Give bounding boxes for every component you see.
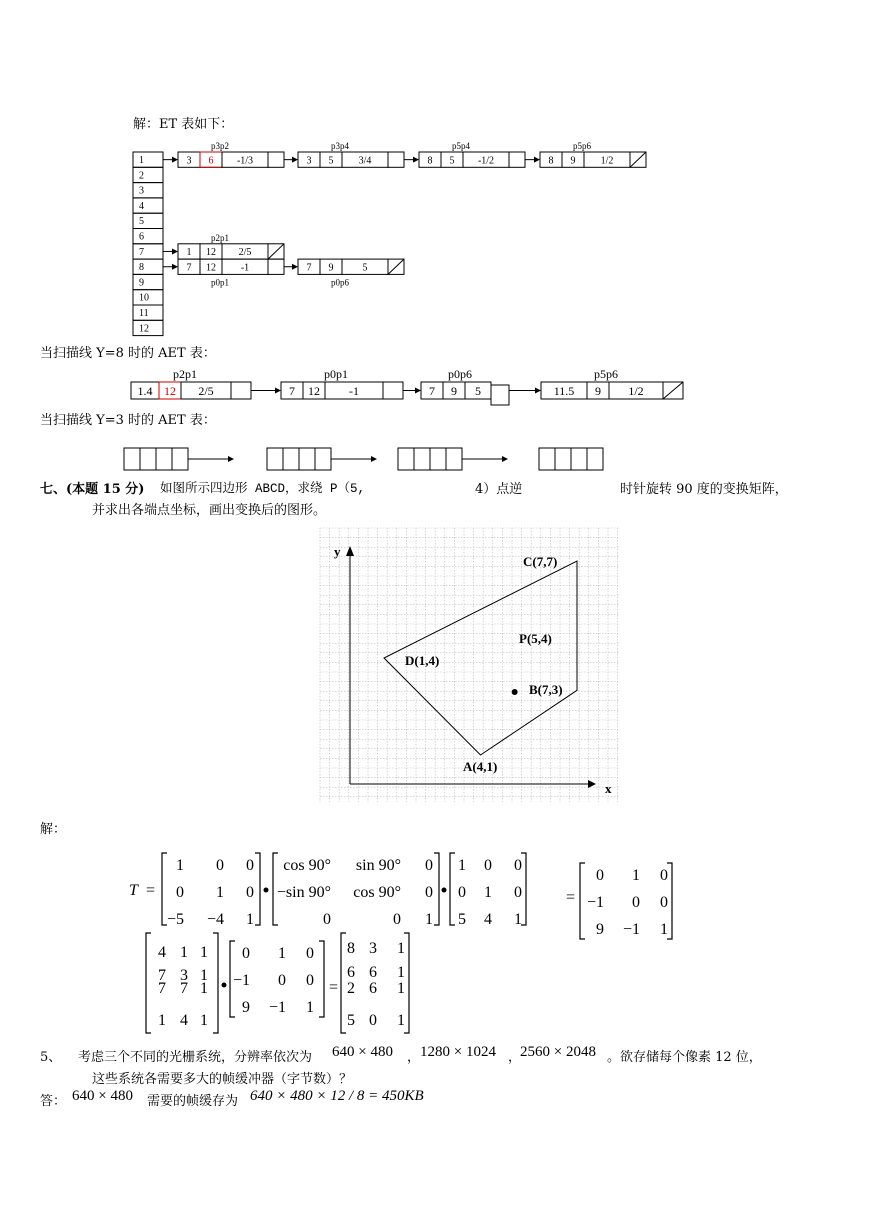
aet-pointer-cell (491, 385, 509, 405)
m3-cell: 0 (484, 857, 492, 874)
et-row-label: 8 (139, 262, 144, 274)
node-label: p2p1 (211, 232, 229, 243)
m2-cell: sin 90° (355, 857, 401, 874)
aet8-title: 当扫描线 Y=8 时的 AET 表： (40, 346, 216, 361)
m2-cell: 1 (425, 911, 433, 928)
result-cell: −1 (586, 894, 604, 911)
T-cell: 0 (306, 972, 314, 989)
out-cell: 8 (347, 940, 355, 957)
result-cell: 1 (632, 867, 640, 884)
out-cell: 1 (397, 1012, 405, 1029)
aet-cell-value: 7 (429, 384, 435, 398)
out-cell: 2 (347, 980, 355, 997)
aet-node-label: p2p1 (173, 367, 197, 381)
node-cell-value: 5 (362, 262, 368, 274)
q7-line1c: 时针旋转 90 度的变换矩阵， (620, 482, 788, 497)
aet-cell-value: 2/5 (198, 384, 214, 398)
y-axis-label: y (334, 544, 341, 559)
et-table-diagram (0, 0, 869, 340)
node-cell-value: 12 (206, 262, 216, 274)
m3-cell: 1 (458, 857, 466, 874)
et-row-label: 5 (139, 216, 144, 228)
m1-cell: 1 (216, 884, 224, 901)
et-row-label: 4 (139, 200, 144, 212)
aet-node-label: p5p6 (594, 367, 618, 381)
label-c: C(7,7) (523, 554, 558, 569)
aet-cell-value: 11.5 (553, 384, 575, 398)
T-cell: −1 (232, 972, 250, 989)
T-cell: 1 (306, 999, 314, 1016)
pointer-cell (268, 259, 284, 274)
label-p: P(5,4) (519, 631, 552, 646)
pts-cell: 1 (180, 944, 188, 961)
node-cell-value: 9 (328, 262, 334, 274)
t-symbol: T (129, 882, 138, 899)
m3-cell: 1 (484, 884, 492, 901)
q5-answer-mid: 需要的帧缓存为 (147, 1094, 239, 1109)
node-cell-value: -1/2 (477, 155, 495, 167)
T-cell: 9 (242, 999, 250, 1016)
aet3-empty-cell (587, 448, 603, 470)
dot-op-3 (222, 983, 227, 988)
aet3-title: 当扫描线 Y=3 时的 AET 表： (40, 413, 216, 428)
dot-op-1 (264, 888, 269, 893)
label-a: A(4,1) (463, 759, 498, 774)
et-row-label: 6 (139, 231, 144, 243)
node-cell-value: 8 (427, 155, 433, 167)
m2-cell: 0 (323, 911, 331, 928)
result-cell: 0 (596, 867, 604, 884)
pts-cell: 1 (158, 1012, 166, 1029)
dot-op-2 (442, 888, 447, 893)
q5-line2: 这些系统各需要多大的帧缓冲器（字节数）？ (92, 1072, 353, 1087)
T-cell: 0 (242, 945, 250, 962)
aet-cell-value: 1.4 (137, 384, 153, 398)
et-row-cell (133, 274, 163, 289)
aet3-empty-cell (267, 448, 283, 470)
m2-cell: −sin 90° (276, 884, 331, 901)
aet-cell-value: 12 (308, 384, 320, 398)
et-row-label: 7 (139, 246, 144, 258)
pts-cell: 4 (180, 1012, 188, 1029)
result-cell: 9 (596, 921, 604, 938)
null-pointer (630, 152, 646, 167)
et-row-cell (133, 183, 163, 198)
node-label: p0p1 (211, 277, 229, 288)
et-node-lists (163, 141, 646, 287)
pts-cell: 7 (158, 967, 166, 984)
out-cell: 6 (347, 964, 355, 981)
matrix-solution (0, 845, 869, 1045)
et-row-label: 10 (139, 292, 149, 304)
aet-cell-value: -1 (349, 384, 359, 398)
aet-node-label: p0p6 (448, 367, 472, 381)
et-row-label: 12 (139, 323, 149, 335)
et-row-column (133, 152, 163, 336)
q5-res3: 2560 × 2048 (520, 1044, 596, 1060)
m1-cell: −5 (166, 911, 184, 928)
aet3-empty-cell (299, 448, 315, 470)
out-cell: 1 (397, 980, 405, 997)
node-cell-value: 6 (208, 155, 214, 167)
node-cell-value: 9 (570, 155, 576, 167)
m3-cell: 0 (514, 884, 522, 901)
out-cell: 1 (397, 940, 405, 957)
pts-cell: 7 (158, 980, 166, 997)
aet3-diagram (0, 440, 869, 476)
pts-cell: 1 (200, 1012, 208, 1029)
q5-answer-res: 640 × 480 (72, 1088, 133, 1104)
result-cell: 0 (632, 894, 640, 911)
et-row-label: 3 (139, 185, 144, 197)
aet-pointer-cell (383, 382, 403, 399)
node-label: p3p2 (211, 141, 229, 151)
aet-cell-value: 5 (475, 384, 481, 398)
intro-text: 解：ET 表如下： (133, 117, 234, 132)
q5-line1a: 考虑三个不同的光栅系统，分辨率依次为 (78, 1050, 313, 1065)
pts-cell: 1 (200, 980, 208, 997)
eq-sign-1: = (146, 882, 156, 899)
aet3-empty-cell (555, 448, 571, 470)
aet3-empty-cell (414, 448, 430, 470)
q5-res2: 1280 × 1024 (420, 1044, 496, 1060)
pts-cell: 1 (200, 967, 208, 984)
m2-cell: 0 (393, 911, 401, 928)
aet-cell-value: 9 (451, 384, 457, 398)
m2-cell: 0 (425, 884, 433, 901)
m3-cell: 5 (458, 911, 466, 928)
pointer-cell (388, 152, 404, 167)
et-row-label: 9 (139, 277, 144, 289)
aet3-empty-cell (571, 448, 587, 470)
aet3-empty-cell (398, 448, 414, 470)
aet3-empty-cell (140, 448, 156, 470)
pts-cell: 7 (180, 980, 188, 997)
m1-cell: −4 (206, 911, 224, 928)
node-cell-value: 3/4 (358, 155, 372, 167)
x-axis-label: x (605, 781, 612, 796)
q7-line1a: 如图所示四边形 ABCD，求绕 P（5, (160, 482, 366, 496)
null-pointer (268, 244, 284, 259)
q7-line2: 并求出各端点坐标，画出变换后的图形。 (92, 503, 327, 518)
label-d: D(1,4) (405, 653, 440, 668)
result-cell: 1 (660, 921, 668, 938)
et-row-label: 11 (139, 308, 149, 319)
null-pointer (388, 259, 404, 274)
m1-cell: 1 (246, 911, 254, 928)
result-cell: 0 (660, 894, 668, 911)
out-cell: 1 (397, 964, 405, 981)
quadrilateral-figure (318, 526, 624, 806)
node-cell-value: -1 (240, 262, 250, 274)
q5-answer-label: 答： (40, 1094, 67, 1109)
solution-label: 解： (40, 822, 67, 837)
out-cell: 0 (369, 1012, 377, 1029)
eq-sign-3: = (329, 979, 339, 996)
node-label: p5p4 (452, 141, 470, 151)
result-cell: −1 (622, 921, 640, 938)
m3-cell: 4 (484, 911, 492, 928)
m1-cell: 0 (246, 857, 254, 874)
et-row-cell (133, 244, 163, 259)
pts-cell: 3 (180, 967, 188, 984)
aet3-empty-cell (539, 448, 555, 470)
node-cell-value: 8 (548, 155, 554, 167)
m1-cell: 0 (246, 884, 254, 901)
node-cell-value: 7 (306, 262, 312, 274)
out-cell: 6 (369, 980, 377, 997)
q5-number: 5、 (40, 1050, 62, 1065)
aet-cell-value: 7 (289, 384, 295, 398)
node-cell-value: 3 (306, 155, 312, 167)
aet-cell-value: 1/2 (628, 384, 644, 398)
et-row-cell (133, 152, 163, 167)
aet3-empty-cell (124, 448, 140, 470)
aet-pointer-cell (231, 382, 251, 399)
node-cell-value: 3 (186, 155, 192, 167)
q5-line1b: 。欲存储每个像素 12 位， (607, 1050, 762, 1065)
out-cell: 3 (369, 940, 377, 957)
node-cell-value: -1/3 (236, 155, 254, 167)
eq-sign-2: = (566, 889, 576, 906)
x-axis-arrow (588, 780, 596, 788)
q5-answer-expr: 640 × 480 × 12 / 8 = 450KB (250, 1088, 424, 1104)
T-cell: 1 (278, 945, 286, 962)
m2-cell: cos 90° (283, 857, 331, 874)
aet-cell-value: 9 (595, 384, 601, 398)
m2-cell: 0 (425, 857, 433, 874)
q7-line1b: 4）点逆 (475, 482, 523, 497)
et-row-cell (133, 213, 163, 228)
m2-cell: cos 90° (353, 884, 401, 901)
node-cell-value: 5 (328, 155, 334, 167)
aet3-empty-cell (446, 448, 462, 470)
T-cell: 0 (306, 945, 314, 962)
label-b: B(7,3) (529, 682, 563, 697)
m3-cell: 0 (514, 857, 522, 874)
m1-cell: 1 (176, 857, 184, 874)
point-p-dot (512, 689, 518, 695)
pts-cell: 4 (158, 944, 166, 961)
aet-cell-value: 12 (164, 384, 176, 398)
node-cell-value: 2/5 (238, 247, 252, 259)
pointer-cell (268, 152, 284, 167)
m1-cell: 0 (216, 857, 224, 874)
pointer-cell (509, 152, 525, 167)
node-cell-value: 1 (186, 247, 192, 259)
et-row-cell (133, 167, 163, 182)
aet8-diagram (0, 360, 869, 406)
aet3-empty-cell (430, 448, 446, 470)
result-cell: 0 (660, 867, 668, 884)
aet3-empty-cell (172, 448, 188, 470)
out-cell: 5 (347, 1012, 355, 1029)
node-cell-value: 5 (449, 155, 455, 167)
node-cell-value: 7 (186, 262, 192, 274)
q5-res1: 640 × 480 (332, 1044, 393, 1060)
et-row-cell (133, 259, 163, 274)
node-cell-value: 12 (206, 247, 216, 259)
node-cell-value: 1/2 (600, 155, 614, 167)
node-label: p5p6 (573, 141, 591, 151)
aet3-empty-cell (283, 448, 299, 470)
et-row-cell (133, 229, 163, 244)
m3-cell: 0 (458, 884, 466, 901)
m3-cell: 1 (514, 911, 522, 928)
et-row-label: 2 (139, 170, 144, 182)
node-label: p0p6 (331, 277, 349, 288)
et-row-cell (133, 198, 163, 213)
m1-cell: 0 (176, 884, 184, 901)
aet-node-label: p0p1 (324, 367, 348, 381)
aet3-empty-cell (315, 448, 331, 470)
q7-prefix: 七、(本题 15 分) (40, 482, 145, 497)
aet3-empty-cell (156, 448, 172, 470)
et-row-label: 1 (139, 155, 144, 166)
node-label: p3p4 (331, 141, 349, 151)
T-cell: −1 (268, 999, 286, 1016)
out-cell: 6 (369, 964, 377, 981)
pts-cell: 1 (200, 944, 208, 961)
T-cell: 0 (278, 972, 286, 989)
